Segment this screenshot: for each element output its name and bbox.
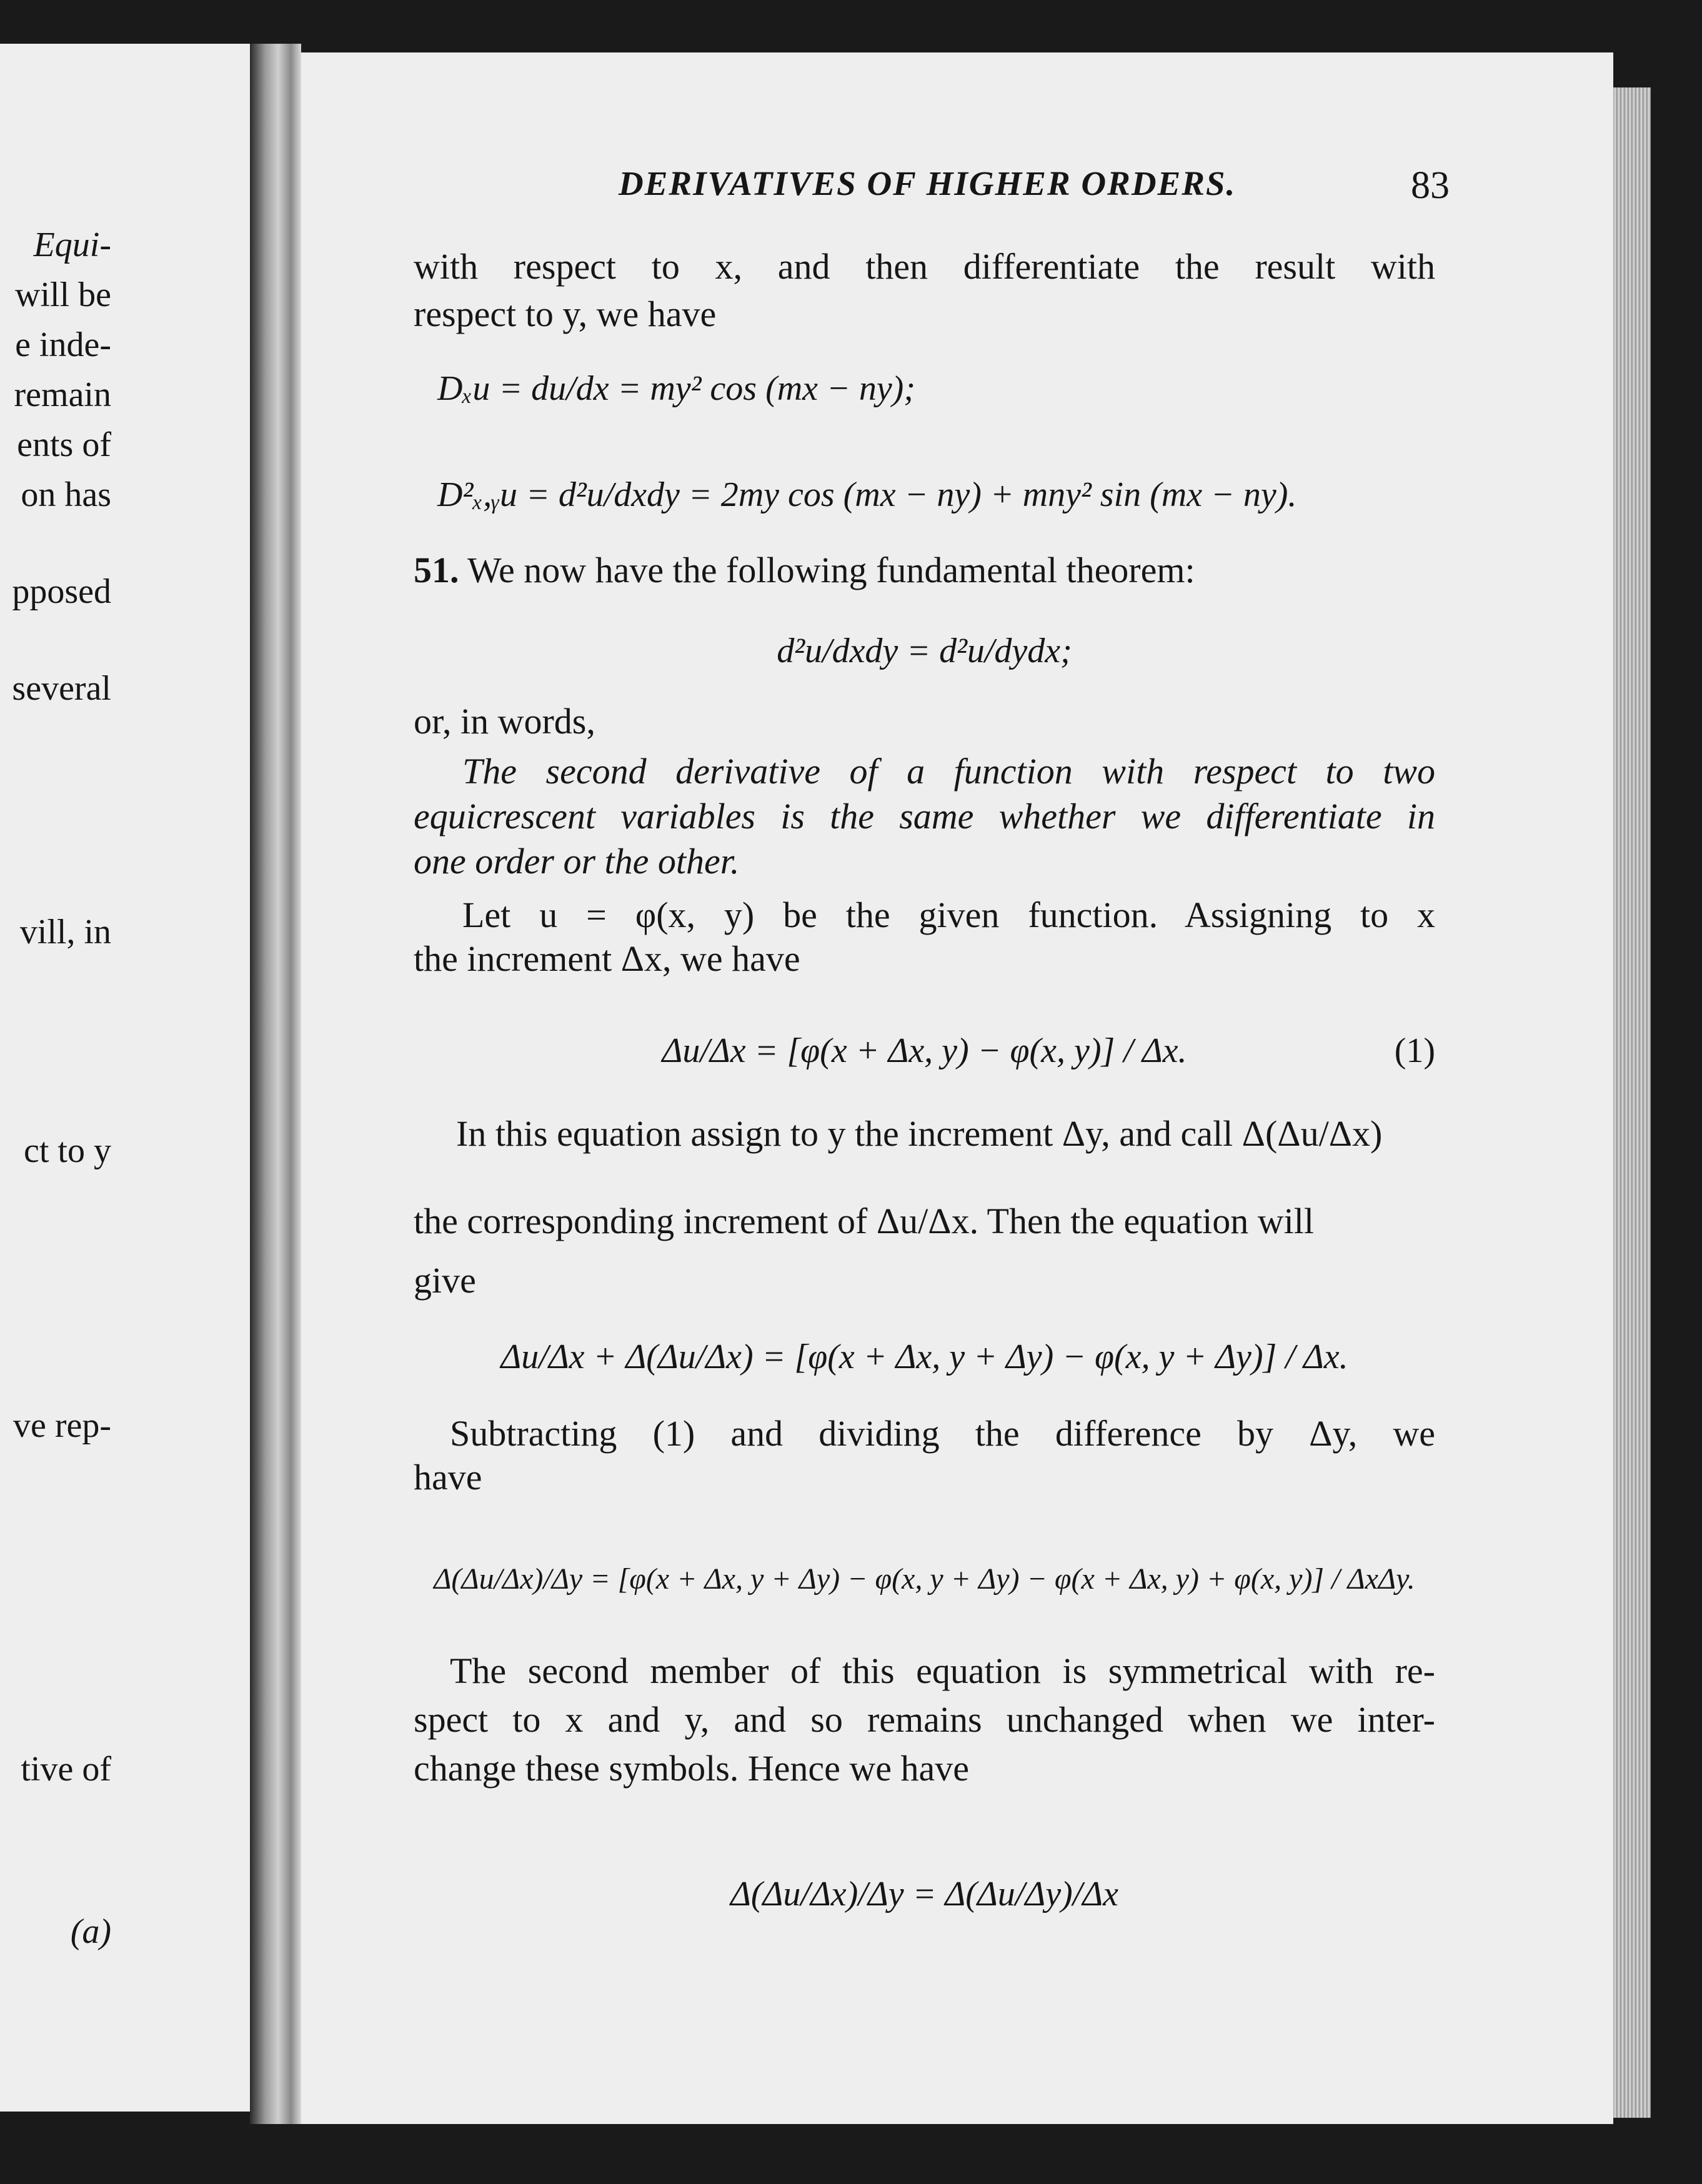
text-line: or, in words, (414, 701, 595, 742)
margin-fragment: vill, in (19, 913, 111, 951)
margin-fragment: ve rep- (12, 1406, 111, 1445)
margin-fragment: on has (21, 475, 111, 514)
margin-fragment: e inde- (15, 325, 111, 364)
margin-fragment: ents of (17, 425, 111, 464)
text-line: respect to y, we have (414, 294, 717, 334)
theorem-line: one order or the other. (414, 841, 740, 881)
equation: Δu/Δx = [φ(x + Δx, y) − φ(x, y)] / Δx. (662, 1031, 1187, 1070)
theorem-line: The second derivative of a function with respect to two (462, 751, 1435, 792)
equation: Δ(Δu/Δx)/Δy = [φ(x + Δx, y + Δy) − φ(x, y + Δy) − φ(x + Δx, y) + φ(x, y)] / ΔxΔy. (434, 1562, 1415, 1596)
text-line: change these symbols. Hence we have (414, 1748, 970, 1789)
text-line: spect to x and y, and so remains unchanged when we inter- (414, 1699, 1435, 1740)
margin-fragment: pposed (12, 572, 111, 611)
book-gutter (250, 44, 301, 2124)
equation: d²u/dxdy = d²u/dydx; (777, 632, 1072, 670)
text-line: the corresponding increment of Δu/Δx. Then the equation will (414, 1201, 1314, 1241)
page-edges (1613, 87, 1651, 2118)
section-number: 51. (414, 550, 459, 590)
text-line: have (414, 1457, 482, 1497)
section-paragraph (414, 548, 1435, 592)
text-line: Let u = φ(x, y) be the given function. Assigning to x (462, 895, 1435, 935)
left-page (0, 44, 275, 2112)
text-line: with respect to x, and then differentiate the result with (414, 246, 1435, 287)
margin-fragment: remain (14, 375, 111, 414)
text-line: Subtracting (1) and dividing the difference by Δy, we (450, 1413, 1435, 1454)
text-line: the increment Δx, we have (414, 938, 800, 979)
margin-fragment: several (12, 669, 111, 708)
text-line: In this equation assign to y the increment Δy, and call Δ(Δu/Δx) (456, 1113, 1383, 1154)
margin-fragment: ct to y (24, 1131, 111, 1170)
right-page (301, 52, 1613, 2124)
equation: Δu/Δx + Δ(Δu/Δx) = [φ(x + Δx, y + Δy) − φ(x, y + Δy)] / Δx. (500, 1338, 1348, 1376)
margin-fragment: will be (15, 275, 111, 314)
running-head: DERIVATIVES OF HIGHER ORDERS. (619, 164, 1237, 202)
text-line: give (414, 1260, 476, 1301)
page-header (619, 164, 1450, 214)
margin-fragment: Equi- (33, 226, 111, 264)
text-line: The second member of this equation is symmetrical with re- (450, 1650, 1435, 1691)
equation: D²ₓ,ᵧu = d²u/dxdy = 2my cos (mx − ny) + mny² sin (mx − ny). (437, 475, 1297, 514)
margin-fragment: (a) (70, 1912, 111, 1951)
section-text: We now have the following fundamental theorem: (467, 550, 1195, 590)
equation: Δ(Δu/Δx)/Δy = Δ(Δu/Δy)/Δx (730, 1875, 1118, 1913)
equation-1 (414, 1031, 1435, 1071)
page-number: 83 (1411, 164, 1450, 207)
margin-fragment: tive of (21, 1750, 111, 1789)
equation: Dₓu = du/dx = my² cos (mx − ny); (437, 369, 915, 408)
theorem-line: equicrescent variables is the same whether we differentiate in (414, 796, 1435, 836)
equation-number: (1) (1394, 1031, 1435, 1070)
